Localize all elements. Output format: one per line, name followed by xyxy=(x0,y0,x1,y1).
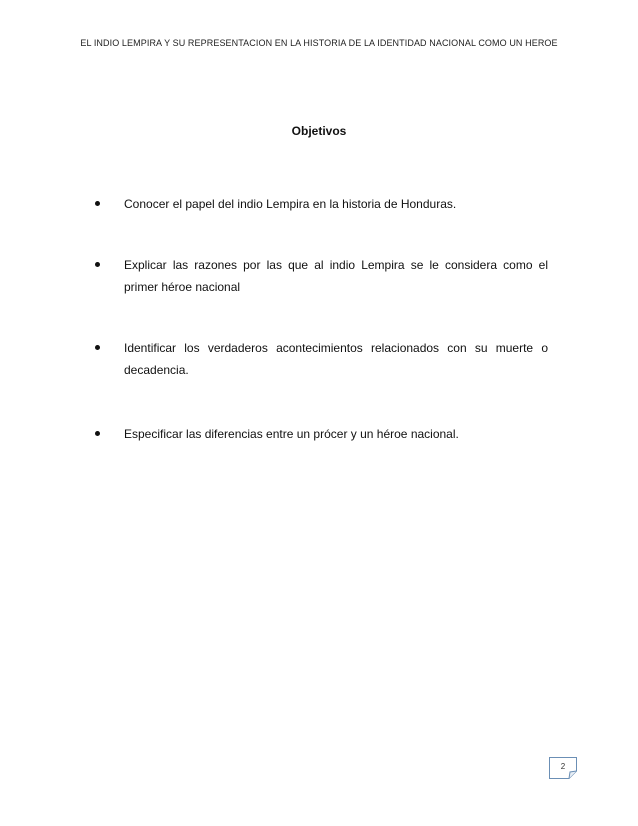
objective-text: Explicar las razones por las que al indio Lempira se le considera como el primer héroe nacional xyxy=(124,258,548,294)
section-title: Objetivos xyxy=(291,124,347,138)
page-number: 2 xyxy=(560,762,566,771)
bullet-icon xyxy=(95,201,100,206)
objective-item-3 xyxy=(95,337,548,381)
running-header: EL INDIO LEMPIRA Y SU REPRESENTACION EN LA HISTORIA DE LA IDENTIDAD NACIONAL COMO UN HEROE xyxy=(80,38,558,48)
objective-item-1 xyxy=(95,193,548,215)
objective-item-4 xyxy=(95,423,548,445)
objective-text: Conocer el papel del indio Lempira en la historia de Honduras. xyxy=(124,197,457,211)
bullet-icon xyxy=(95,431,100,436)
objective-text: Especificar las diferencias entre un prócer y un héroe nacional. xyxy=(124,427,459,441)
objective-item-2 xyxy=(95,254,548,298)
objective-text: Identificar los verdaderos acontecimientos relacionados con su muerte o decadencia. xyxy=(124,341,548,377)
bullet-icon xyxy=(95,345,100,350)
page-number-box xyxy=(549,757,577,779)
bullet-icon xyxy=(95,262,100,267)
